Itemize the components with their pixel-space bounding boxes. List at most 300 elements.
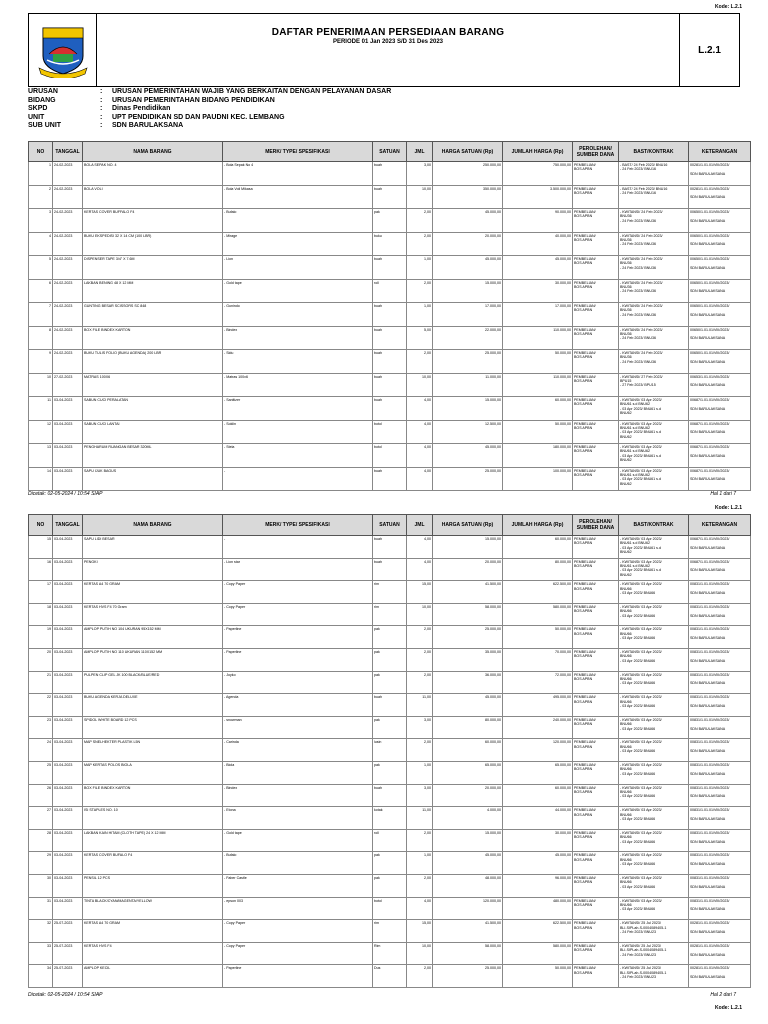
col-nama-barang-cell: BOX FILE BINDEX KARTON xyxy=(83,784,223,807)
col-jml-cell: 3,00 xyxy=(407,784,433,807)
col-no-cell: 24 xyxy=(29,739,53,762)
col-tanggal-cell: 24-02-2023 xyxy=(53,279,83,303)
org-info-value: SDN BARULAKSANA xyxy=(112,122,184,130)
col-jml-cell: 4,00 xyxy=(407,467,433,491)
col-keterangan-cell: 00650/1.01.01/VIII/2023/ SDN BARULAKSANA xyxy=(689,326,751,350)
col-merk-cell: - Stela xyxy=(223,444,373,468)
col-sumber-dana-cell: PEMBELIAN/ BOS APBN xyxy=(573,807,619,830)
col-harga-satuan-cell: 22.000,00 xyxy=(433,326,503,350)
col-nama-barang-cell: SABUN CUCI PERALATAN xyxy=(83,397,223,421)
col-nama-barang-cell: DISPENSER TAPE 3/4" X 7.6M xyxy=(83,256,223,280)
col-satuan-cell: rim xyxy=(373,920,407,943)
inventory-table-page-2 xyxy=(28,514,751,988)
col-keterangan-cell: 00831/1.01.01/VIII/2023/ SDN BARULAKSANA xyxy=(689,671,751,694)
col-satuan-cell: rim xyxy=(373,603,407,626)
col-merk-cell: - Sidu xyxy=(223,350,373,374)
col-tanggal-cell: 03-04-2023 xyxy=(53,829,83,852)
col-harga-satuan-cell: 80.000,00 xyxy=(433,716,503,739)
col-tanggal-cell: 03-04-2023 xyxy=(53,558,83,581)
org-info-row xyxy=(28,88,391,97)
table-row xyxy=(29,739,751,762)
col-merk-cell: - Bufalo xyxy=(223,852,373,875)
col-satuan-cell: buah xyxy=(373,326,407,350)
col-bast-cell: - KWITANSI/ 03 Apr 2023/ BNU66 - 03 Apr 2023/ BNU66 xyxy=(619,874,689,897)
col-sumber-dana-cell: PEMBELIAN/ BOS APBN xyxy=(573,671,619,694)
col-keterangan-cell: 00831/1.01.01/VIII/2023/ SDN BARULAKSANA xyxy=(689,648,751,671)
col-jumlah-harga-cell: 110.000,00 xyxy=(503,326,573,350)
col-satuan-cell: buah xyxy=(373,303,407,327)
col-tanggal-header: TANGGAL xyxy=(53,515,83,536)
col-keterangan-cell: 00687/1.01.01/VIII/2023/ SDN BARULAKSANA xyxy=(689,444,751,468)
col-tanggal-cell: 03-04-2023 xyxy=(53,739,83,762)
table-row xyxy=(29,232,751,256)
col-no-cell: 18 xyxy=(29,603,53,626)
col-bast-cell: - KWITANSI/ 03 Apr 2023/ BNU66 - 03 Apr 2023/ BNU66 xyxy=(619,626,689,649)
col-jml-cell: 10,00 xyxy=(407,603,433,626)
col-nama-barang-cell: AMPLOP PUTIH NO 104 UKURAN 95X152 MM xyxy=(83,626,223,649)
col-no-cell: 1 xyxy=(29,162,53,186)
col-nama-barang-cell: MAP SNELHEKTER PLASTIK L5N xyxy=(83,739,223,762)
col-harga-satuan-cell: 120.000,00 xyxy=(433,897,503,920)
col-no-cell: 30 xyxy=(29,874,53,897)
col-nama-barang-cell: AMPLOP PUTIH NO 110 UKURAN 110X152 MM xyxy=(83,648,223,671)
col-jml-cell: 4,00 xyxy=(407,558,433,581)
col-satuan-header: SATUAN xyxy=(373,515,407,536)
col-satuan-cell: buah xyxy=(373,558,407,581)
inventory-table-page-1 xyxy=(28,141,751,491)
col-satuan-cell: pak xyxy=(373,648,407,671)
col-harga-satuan-cell: 15.000,00 xyxy=(433,829,503,852)
col-harga-satuan-cell: 35.000,00 xyxy=(433,648,503,671)
col-nama-barang-cell: PENGKI xyxy=(83,558,223,581)
col-nama-barang-cell: AMPLOP KECIL xyxy=(83,965,223,988)
col-jumlah-harga-cell: 50.000,00 xyxy=(503,350,573,374)
col-bast-cell: - KWITANSI/ 03 Apr 2023/ BNU66 - 03 Apr 2023/ BNU66 xyxy=(619,716,689,739)
col-harga-satuan-cell: 25.000,00 xyxy=(433,467,503,491)
col-merk-cell: - Soklin xyxy=(223,420,373,444)
col-bast-cell: - KWITANSI/ 24 Feb 2023/ BNU36 - 24 Feb 2023/ BNU36 xyxy=(619,326,689,350)
col-satuan-cell: botol xyxy=(373,444,407,468)
col-jml-cell: 2,00 xyxy=(407,626,433,649)
col-tanggal-cell: 03-04-2023 xyxy=(53,536,83,559)
col-nama-barang-cell: GUNTING BESAR SCISSORS SC 848 xyxy=(83,303,223,327)
col-nama-barang-cell: KERTAS A4 70 GRAM xyxy=(83,581,223,604)
col-merk-cell: - Gunindo xyxy=(223,303,373,327)
report-header xyxy=(28,13,740,87)
col-jumlah-harga-cell: 30.000,00 xyxy=(503,829,573,852)
col-no-header: NO xyxy=(29,142,53,162)
col-jml-cell: 4,00 xyxy=(407,444,433,468)
col-bast-cell: - KWITANSI/ 03 Apr 2023/ BNU61 s.d BNU62 - 03 Apr 2023/ BNU61 s.d BNU62 xyxy=(619,558,689,581)
col-sumber-dana-cell: PEMBELIAN/ BOS APBN xyxy=(573,326,619,350)
col-no-cell: 4 xyxy=(29,232,53,256)
col-harga-satuan-cell: 45.000,00 xyxy=(433,852,503,875)
col-merk-cell: - Bindex xyxy=(223,784,373,807)
col-merk-cell: - Bindex xyxy=(223,326,373,350)
regency-emblem-icon xyxy=(37,22,89,78)
col-tanggal-cell: 24-02-2023 xyxy=(53,326,83,350)
col-keterangan-cell: 00831/1.01.01/VIII/2023/ SDN BARULAKSANA xyxy=(689,716,751,739)
col-tanggal-cell: 03-04-2023 xyxy=(53,694,83,717)
col-satuan-cell: buah xyxy=(373,162,407,186)
col-jml-cell: 2,00 xyxy=(407,232,433,256)
col-bast-cell: - KWITANSI/ 25 Jul 2023/ BLI-SIPLah-S-0004089405-1 - 24 Feb 2023/ BNU23 xyxy=(619,965,689,988)
kode-label-2: Kode: L.2.1 xyxy=(715,505,742,511)
col-keterangan-cell: 00831/1.01.01/VIII/2023/ SDN BARULAKSANA xyxy=(689,581,751,604)
col-merk-cell: - Gold tape xyxy=(223,279,373,303)
col-merk-cell: - Matras 100x6 xyxy=(223,373,373,397)
col-jml-cell: 3,00 xyxy=(407,716,433,739)
col-harga-satuan-cell: 15.000,00 xyxy=(433,279,503,303)
col-tanggal-cell: 24-02-2023 xyxy=(53,350,83,374)
col-keterangan-cell: 00831/1.01.01/VIII/2023/ SDN BARULAKSANA xyxy=(689,807,751,830)
col-sumber-dana-cell: PEMBELIAN/ BOS APBN xyxy=(573,694,619,717)
col-harga-satuan-cell: 41.500,00 xyxy=(433,920,503,943)
col-tanggal-cell: 24-02-2023 xyxy=(53,232,83,256)
col-harga-satuan-header: HARGA SATUAN (Rp) xyxy=(433,142,503,162)
col-harga-satuan-cell: 45.000,00 xyxy=(433,256,503,280)
col-nama-barang-cell: BUKU TULIS FOLIO (BUKU AGENDA) 200 LBR xyxy=(83,350,223,374)
report-title: DAFTAR PENERIMAAN PERSEDIAAN BARANG xyxy=(271,27,505,38)
col-sumber-dana-cell: PEMBELIAN/ BOS APBN xyxy=(573,397,619,421)
col-tanggal-cell: 24-02-2023 xyxy=(53,185,83,209)
col-jml-cell: 2,00 xyxy=(407,739,433,762)
col-merk-cell: - Sanitizer xyxy=(223,397,373,421)
col-keterangan-cell: 00687/1.01.01/VIII/2023/ SDN BARULAKSANA xyxy=(689,536,751,559)
col-nama-barang-cell: ISI STAPLES NO. 10 xyxy=(83,807,223,830)
table-row xyxy=(29,852,751,875)
col-jumlah-harga-cell: 750.000,00 xyxy=(503,162,573,186)
col-sumber-dana-cell: PEMBELIAN/ BOS APBN xyxy=(573,761,619,784)
col-no-cell: 7 xyxy=(29,303,53,327)
table-row xyxy=(29,829,751,852)
col-tanggal-cell: 03-04-2023 xyxy=(53,626,83,649)
col-jml-cell: 5,00 xyxy=(407,326,433,350)
col-nama-barang-cell: TINTA BLACK/CYAN/MAGENTA/YELLOW xyxy=(83,897,223,920)
col-satuan-cell: botol xyxy=(373,420,407,444)
col-keterangan-cell: 00281/1.01.01/VIII/2023/ SDN BARULAKSANA xyxy=(689,965,751,988)
org-info-label: URUSAN xyxy=(28,88,58,95)
col-bast-cell: - KWITANSI/ 03 Apr 2023/ BNU61 s.d BNU62 - 03 Apr 2023/ BNU61 s.d BNU62 xyxy=(619,397,689,421)
col-keterangan-cell: 00650/1.01.01/VIII/2023/ SDN BARULAKSANA xyxy=(689,232,751,256)
col-sumber-dana-cell: PEMBELIAN/ BOS APBN xyxy=(573,942,619,965)
col-jumlah-harga-cell: 44.000,00 xyxy=(503,807,573,830)
col-nama-barang-cell: KERTAS COVER BUFFALO F4 xyxy=(83,209,223,233)
col-tanggal-cell: 03-04-2023 xyxy=(53,603,83,626)
col-satuan-cell: buah xyxy=(373,467,407,491)
col-satuan-cell: buah xyxy=(373,694,407,717)
table-row xyxy=(29,761,751,784)
col-satuan-cell: buah xyxy=(373,784,407,807)
col-bast-cell: - KWITANSI/ 24 Feb 2023/ BNU36 - 24 Feb 2023/ BNU36 xyxy=(619,279,689,303)
col-bast-cell: - KWITANSI/ 24 Feb 2023/ BNU36 - 24 Feb 2023/ BNU36 xyxy=(619,232,689,256)
col-jumlah-harga-cell: 110.000,00 xyxy=(503,373,573,397)
col-satuan-cell: pak xyxy=(373,671,407,694)
col-sumber-dana-cell: PEMBELIAN/ BOS APBN xyxy=(573,350,619,374)
col-bast-cell: - KWITANSI/ 03 Apr 2023/ BNU61 s.d BNU62 - 03 Apr 2023/ BNU61 s.d BNU62 xyxy=(619,420,689,444)
org-info-colon: : xyxy=(100,113,103,121)
col-no-cell: 8 xyxy=(29,326,53,350)
col-jml-cell: 2,00 xyxy=(407,671,433,694)
col-merk-cell: - Carinda xyxy=(223,739,373,762)
col-jumlah-harga-cell: 30.000,00 xyxy=(503,279,573,303)
col-nama-barang-cell: KERTAS HVS F4 xyxy=(83,942,223,965)
col-no-cell: 14 xyxy=(29,467,53,491)
col-keterangan-cell: 00650/1.01.01/VIII/2023/ SDN BARULAKSANA xyxy=(689,209,751,233)
table-row xyxy=(29,603,751,626)
kode-label: Kode: L.2.1 xyxy=(715,4,742,10)
col-jumlah-harga-cell: 40.000,00 xyxy=(503,232,573,256)
col-jumlah-harga-cell: 50.000,00 xyxy=(503,626,573,649)
table-row xyxy=(29,784,751,807)
col-jml-cell: 11,00 xyxy=(407,694,433,717)
col-satuan-cell: buah xyxy=(373,350,407,374)
col-merk-cell: - Copy Paper xyxy=(223,942,373,965)
col-tanggal-cell: 24-02-2023 xyxy=(53,303,83,327)
table-row xyxy=(29,420,751,444)
col-bast-cell: - KWITANSI/ 03 Apr 2023/ BNU66 - 03 Apr 2023/ BNU66 xyxy=(619,807,689,830)
col-merk-cell: - xyxy=(223,467,373,491)
col-merk-cell: - Faber Castle xyxy=(223,874,373,897)
col-merk-cell: - Gold tape xyxy=(223,829,373,852)
col-keterangan-cell: 00281/1.01.01/VIII/2023/ SDN BARULAKSANA xyxy=(689,185,751,209)
col-nama-barang-header: NAMA BARANG xyxy=(83,515,223,536)
col-jml-cell: 15,00 xyxy=(407,920,433,943)
col-no-cell: 17 xyxy=(29,581,53,604)
table-row xyxy=(29,444,751,468)
col-merk-cell: - Bufalo xyxy=(223,209,373,233)
col-no-cell: 5 xyxy=(29,256,53,280)
col-sumber-dana-cell: PEMBELIAN/ BOS APBN xyxy=(573,739,619,762)
col-no-cell: 26 xyxy=(29,784,53,807)
table-row xyxy=(29,807,751,830)
col-bast-cell: - KWITANSI/ 03 Apr 2023/ BNU61 s.d BNU62 - 03 Apr 2023/ BNU61 s.d BNU62 xyxy=(619,444,689,468)
col-no-cell: 3 xyxy=(29,209,53,233)
col-sumber-dana-cell: PEMBELIAN/ BOS APBN xyxy=(573,232,619,256)
col-merk-cell: - Copy Paper xyxy=(223,603,373,626)
col-merk-cell: - Joyko xyxy=(223,671,373,694)
col-jml-cell: 4,00 xyxy=(407,420,433,444)
col-sumber-dana-cell: PEMBELIAN/ BOS APBN xyxy=(573,420,619,444)
col-keterangan-cell: 00281/1.01.01/VIII/2023/ SDN BARULAKSANA xyxy=(689,162,751,186)
col-jml-cell: 4,00 xyxy=(407,397,433,421)
col-satuan-cell: buah xyxy=(373,536,407,559)
print-info: Dicetak: 02-05-2024 / 10:54 SIAP xyxy=(28,491,103,497)
col-tanggal-cell: 25-07-2023 xyxy=(53,965,83,988)
col-satuan-cell: roll xyxy=(373,829,407,852)
col-tanggal-cell: 03-04-2023 xyxy=(53,397,83,421)
col-nama-barang-cell: BOLA VOLI xyxy=(83,185,223,209)
col-tanggal-cell: 03-04-2023 xyxy=(53,671,83,694)
table-row xyxy=(29,536,751,559)
col-jumlah-harga-cell: 60.000,00 xyxy=(503,397,573,421)
org-info-label: SKPD xyxy=(28,105,48,113)
col-sumber-dana-cell: PEMBELIAN/ BOS APBN xyxy=(573,581,619,604)
col-satuan-cell: Rim xyxy=(373,942,407,965)
report-code: L.2.1 xyxy=(679,14,739,86)
col-nama-barang-cell: KERTAS COVER BUFALO F4 xyxy=(83,852,223,875)
col-sumber-dana-cell: PEMBELIAN/ BOS APBN xyxy=(573,185,619,209)
table-row xyxy=(29,467,751,491)
col-bast-cell: - KWITANSI/ 03 Apr 2023/ BNU66 - 03 Apr 2023/ BNU66 xyxy=(619,671,689,694)
kode-label-3: Kode: L.2.1 xyxy=(715,1005,742,1011)
col-no-cell: 33 xyxy=(29,942,53,965)
col-bast-cell: - KWITANSI/ 03 Apr 2023/ BNU66 - 03 Apr 2023/ BNU66 xyxy=(619,897,689,920)
col-keterangan-cell: 00281/1.01.01/VIII/2023/ SDN BARULAKSANA xyxy=(689,942,751,965)
col-nama-barang-cell: PENSIL 12 PCS xyxy=(83,874,223,897)
col-sumber-dana-cell: PEMBELIAN/ BOS APBN xyxy=(573,784,619,807)
col-jml-cell: 15,00 xyxy=(407,581,433,604)
table-row xyxy=(29,397,751,421)
col-jumlah-harga-cell: 45.000,00 xyxy=(503,256,573,280)
org-info-value: UPT PENDIDIKAN SD DAN PAUDNI KEC. LEMBANG xyxy=(112,113,285,121)
col-jml-cell: 10,00 xyxy=(407,185,433,209)
col-keterangan-cell: 00831/1.01.01/VIII/2023/ SDN BARULAKSANA xyxy=(689,761,751,784)
col-jumlah-harga-cell: 3.500.000,00 xyxy=(503,185,573,209)
col-jml-cell: 10,00 xyxy=(407,373,433,397)
col-merk-cell: - Bola Voli Mikasa xyxy=(223,185,373,209)
col-satuan-cell: buah xyxy=(373,256,407,280)
col-tanggal-cell: 03-04-2023 xyxy=(53,716,83,739)
col-jml-cell: 2,00 xyxy=(407,279,433,303)
col-tanggal-cell: 25-07-2023 xyxy=(53,920,83,943)
col-bast-cell: - KWITANSI/ 03 Apr 2023/ BNU66 - 03 Apr 2023/ BNU66 xyxy=(619,694,689,717)
col-keterangan-cell: 00831/1.01.01/VIII/2023/ SDN BARULAKSANA xyxy=(689,897,751,920)
col-satuan-cell: pak xyxy=(373,761,407,784)
col-jumlah-harga-header: JUMLAH HARGA (Rp) xyxy=(503,142,573,162)
col-merk-cell: - Bola Sepak No 4 xyxy=(223,162,373,186)
col-jml-cell: 4,00 xyxy=(407,897,433,920)
col-tanggal-cell: 03-04-2023 xyxy=(53,581,83,604)
col-nama-barang-cell: BOX FILE BINDEX KARTON xyxy=(83,326,223,350)
col-jml-cell: 2,00 xyxy=(407,350,433,374)
col-bast-cell: - KWITANSI/ 03 Apr 2023/ BNU66 - 03 Apr 2023/ BNU66 xyxy=(619,761,689,784)
col-nama-barang-cell: LAKBAN BENING 48 X 12 MM xyxy=(83,279,223,303)
col-harga-satuan-cell: 36.000,00 xyxy=(433,671,503,694)
col-no-cell: 9 xyxy=(29,350,53,374)
col-bast-cell: - KWITANSI/ 03 Apr 2023/ BNU66 - 03 Apr 2023/ BNU66 xyxy=(619,829,689,852)
col-bast-cell: - KWITANSI/ 03 Apr 2023/ BNU61 s.d BNU62 - 03 Apr 2023/ BNU61 s.d BNU62 xyxy=(619,467,689,491)
table-row xyxy=(29,874,751,897)
col-sumber-dana-cell: PEMBELIAN/ BOS APBN xyxy=(573,303,619,327)
col-jml-cell: 1,00 xyxy=(407,256,433,280)
col-merk-header: MERK/ TYPE/ SPESIFIKASI xyxy=(223,515,373,536)
col-keterangan-cell: 00687/1.01.01/VIII/2023/ SDN BARULAKSANA xyxy=(689,420,751,444)
col-jml-cell: 2,00 xyxy=(407,648,433,671)
col-tanggal-cell: 24-02-2023 xyxy=(53,162,83,186)
col-bast-cell: - KWITANSI/ 03 Apr 2023/ BNU66 - 03 Apr 2023/ BNU66 xyxy=(619,852,689,875)
col-jml-cell: 10,00 xyxy=(407,942,433,965)
col-nama-barang-cell: BOLA SEPAK NO. 4 xyxy=(83,162,223,186)
col-keterangan-cell: 00687/1.01.01/VIII/2023/ SDN BARULAKSANA xyxy=(689,397,751,421)
col-jumlah-harga-cell: 580.000,00 xyxy=(503,942,573,965)
col-harga-satuan-cell: 250.000,00 xyxy=(433,162,503,186)
col-nama-barang-header: NAMA BARANG xyxy=(83,142,223,162)
org-info-row xyxy=(28,105,391,114)
col-sumber-dana-cell: PEMBELIAN/ BOS APBN xyxy=(573,373,619,397)
col-sumber-dana-header: PEROLEHAN/ SUMBER DANA xyxy=(573,515,619,536)
org-info-colon: : xyxy=(100,105,103,113)
col-harga-satuan-cell: 25.000,00 xyxy=(433,965,503,988)
col-nama-barang-cell: BUKU EKSPEDISI 32 X 14 CM (100 LBR) xyxy=(83,232,223,256)
table-row xyxy=(29,326,751,350)
col-bast-cell: - KWITANSI/ 03 Apr 2023/ BNU66 - 03 Apr 2023/ BNU66 xyxy=(619,784,689,807)
org-info-row xyxy=(28,97,391,106)
col-satuan-cell: buah xyxy=(373,185,407,209)
col-sumber-dana-cell: PEMBELIAN/ BOS APBN xyxy=(573,558,619,581)
col-no-cell: 32 xyxy=(29,920,53,943)
col-tanggal-cell: 03-04-2023 xyxy=(53,444,83,468)
col-jml-header: JML xyxy=(407,142,433,162)
col-keterangan-cell: 00650/1.01.01/VIII/2023/ SDN BARULAKSANA xyxy=(689,279,751,303)
col-jml-cell: 1,00 xyxy=(407,761,433,784)
col-keterangan-cell: 00650/1.01.01/VIII/2023/ SDN BARULAKSANA xyxy=(689,303,751,327)
table-row xyxy=(29,162,751,186)
col-keterangan-cell: 00687/1.01.01/VIII/2023/ SDN BARULAKSANA xyxy=(689,558,751,581)
org-info-value: URUSAN PEMERINTAHAN BIDANG PENDIDIKAN xyxy=(112,96,275,104)
col-tanggal-cell: 03-04-2023 xyxy=(53,420,83,444)
col-keterangan-cell: 00831/1.01.01/VIII/2023/ SDN BARULAKSANA xyxy=(689,603,751,626)
col-jumlah-harga-cell: 90.000,00 xyxy=(503,209,573,233)
col-bast-cell: - KWITANSI/ 27 Feb 2023/ BPU15 - 27 Feb 2023/ BPU15 xyxy=(619,373,689,397)
col-jumlah-harga-cell: 622.500,00 xyxy=(503,581,573,604)
col-keterangan-cell: 00687/1.01.01/VIII/2023/ SDN BARULAKSANA xyxy=(689,467,751,491)
col-harga-satuan-cell: 58.000,00 xyxy=(433,603,503,626)
col-jumlah-harga-cell: 72.000,00 xyxy=(503,671,573,694)
col-satuan-cell: rim xyxy=(373,581,407,604)
col-nama-barang-cell: PULPEN CLIP GEL JK 100 BLACK/BLUE/RED xyxy=(83,671,223,694)
col-satuan-cell: botol xyxy=(373,897,407,920)
col-bast-cell: - KWITANSI/ 25 Jul 2023/ BLI-SIPLah-S-0004089405-1 - 24 Feb 2023/ BNU23 xyxy=(619,942,689,965)
col-no-cell: 22 xyxy=(29,694,53,717)
col-jml-cell: 2,00 xyxy=(407,209,433,233)
col-sumber-dana-header: PEROLEHAN/ SUMBER DANA xyxy=(573,142,619,162)
col-harga-satuan-cell: 41.500,00 xyxy=(433,581,503,604)
col-nama-barang-cell: PENGHARUM RUANGAN BESAR 320ML xyxy=(83,444,223,468)
col-nama-barang-cell: BUKU AGENDA KERJA DELUXE xyxy=(83,694,223,717)
col-no-cell: 16 xyxy=(29,558,53,581)
col-tanggal-cell: 03-04-2023 xyxy=(53,897,83,920)
col-merk-cell: - Copy Paper xyxy=(223,920,373,943)
table-row xyxy=(29,581,751,604)
col-jml-cell: 1,00 xyxy=(407,303,433,327)
col-merk-cell: - Copy Paper xyxy=(223,581,373,604)
col-jumlah-harga-cell: 580.000,00 xyxy=(503,603,573,626)
col-sumber-dana-cell: PEMBELIAN/ BOS APBN xyxy=(573,279,619,303)
col-nama-barang-cell: KERTAS HVS F4 70 Gram xyxy=(83,603,223,626)
col-no-cell: 31 xyxy=(29,897,53,920)
col-tanggal-cell: 03-04-2023 xyxy=(53,784,83,807)
col-no-cell: 15 xyxy=(29,536,53,559)
col-nama-barang-cell: SAPU IJUK BAGUS xyxy=(83,467,223,491)
col-jumlah-harga-cell: 50.000,00 xyxy=(503,420,573,444)
col-no-header: NO xyxy=(29,515,53,536)
col-jumlah-harga-cell: 120.000,00 xyxy=(503,739,573,762)
col-harga-satuan-cell: 45.000,00 xyxy=(433,694,503,717)
col-sumber-dana-cell: PEMBELIAN/ BOS APBN xyxy=(573,603,619,626)
col-harga-satuan-cell: 17.000,00 xyxy=(433,303,503,327)
col-harga-satuan-cell: 20.000,00 xyxy=(433,784,503,807)
col-harga-satuan-cell: 350.000,00 xyxy=(433,185,503,209)
col-jml-cell: 11,00 xyxy=(407,807,433,830)
col-satuan-cell: buah xyxy=(373,397,407,421)
page-number-2: Hal 2 dari 7 xyxy=(710,992,736,998)
col-merk-cell: - xyxy=(223,536,373,559)
org-info-colon: : xyxy=(100,88,103,95)
col-tanggal-cell: 03-04-2023 xyxy=(53,467,83,491)
col-merk-cell: - Paperline xyxy=(223,648,373,671)
col-tanggal-cell: 24-02-2023 xyxy=(53,209,83,233)
